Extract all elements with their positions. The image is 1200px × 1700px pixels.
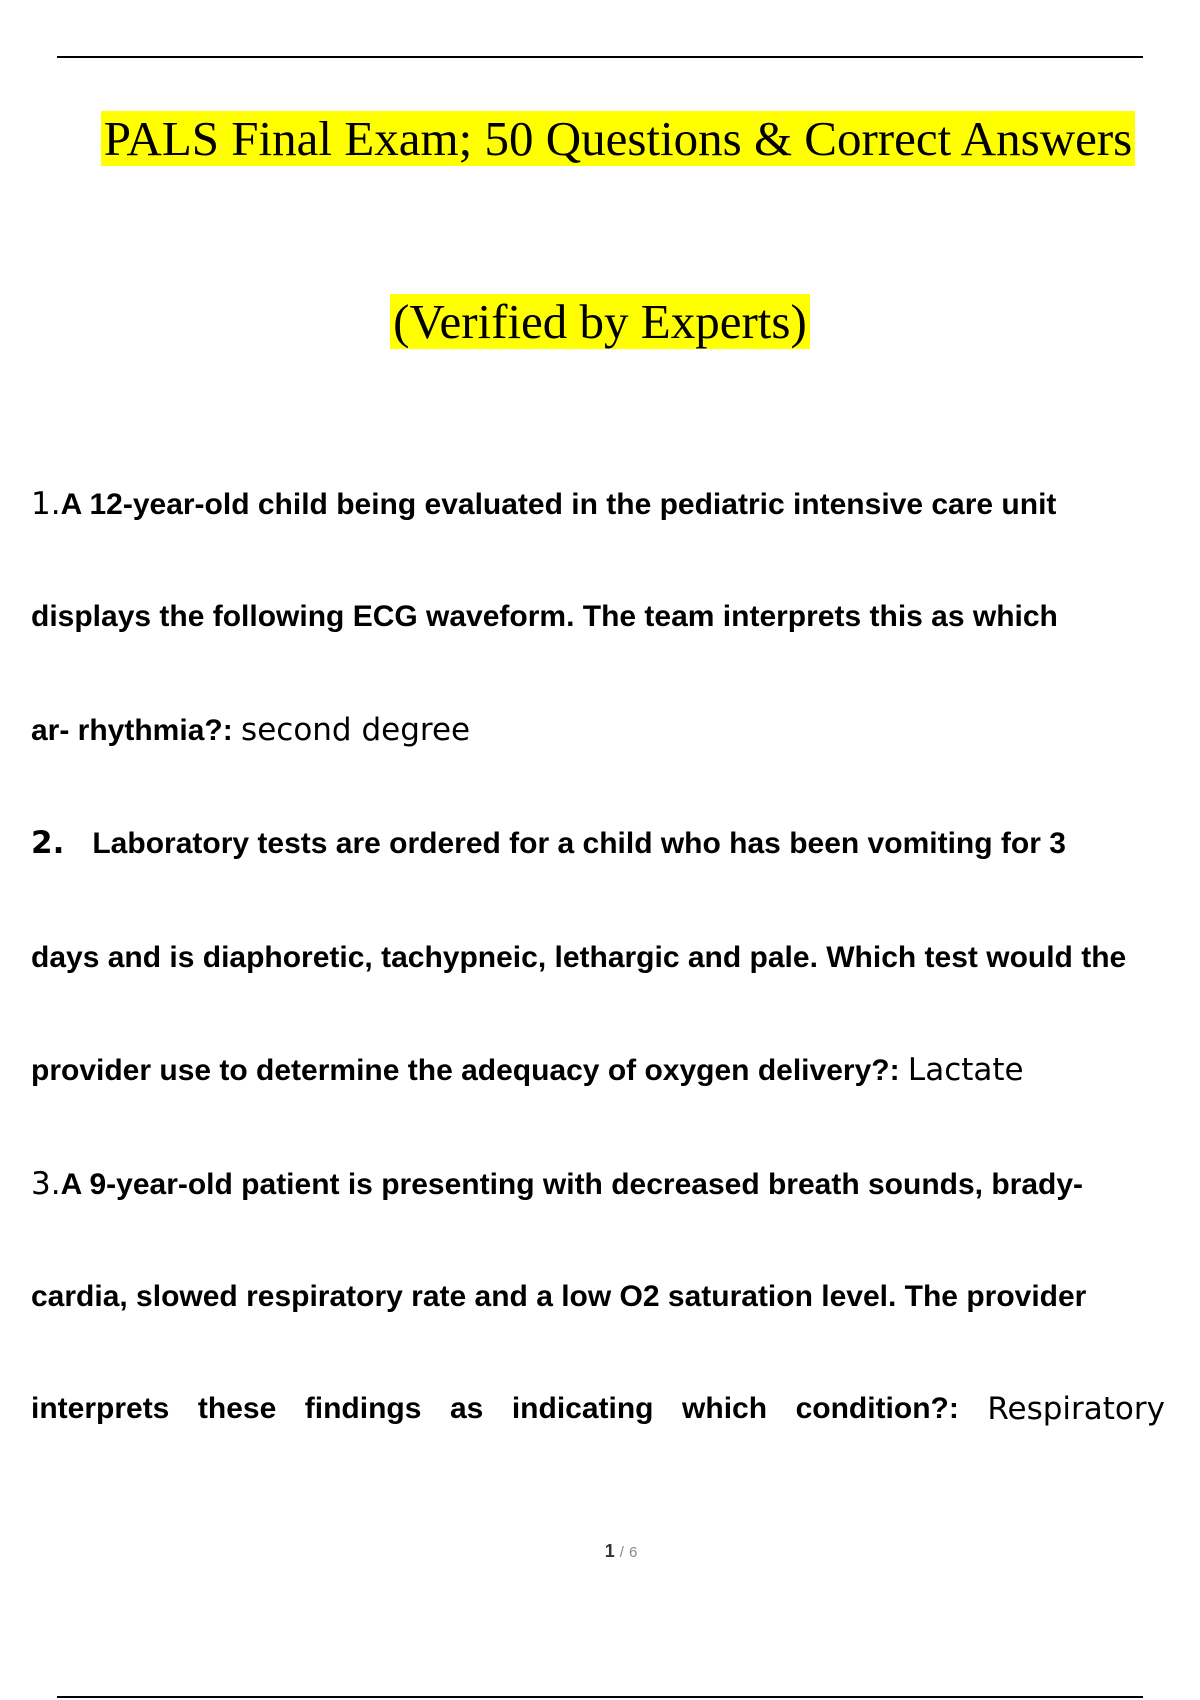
question-1-text-1: A 12-year-old child being evaluated in the pediatric intensive care unit xyxy=(60,488,1057,521)
question-3-number: 3. xyxy=(31,1166,61,1202)
question-3-word: these xyxy=(197,1392,277,1425)
question-3-line-1 xyxy=(31,1164,1083,1205)
title-highlight: PALS Final Exam; 50 Questions & Correct Answers xyxy=(101,111,1136,166)
question-2-answer: Lactate xyxy=(907,1052,1024,1088)
bottom-rule xyxy=(57,1696,1143,1698)
question-1-number: 1. xyxy=(31,486,61,522)
question-3-text-1: A 9-year-old patient is presenting with decreased breath sounds, brady- xyxy=(60,1168,1084,1201)
page-separator: / xyxy=(619,1544,624,1561)
question-2-text-3: provider use to determine the adequacy of oxygen delivery?: xyxy=(31,1054,900,1087)
page-title xyxy=(18,108,1200,170)
question-2-line-3 xyxy=(31,1050,1024,1091)
question-2-text-2: days and is diaphoretic, tachypneic, lethargic and pale. Which test would the xyxy=(31,941,1127,974)
question-3-word: interprets xyxy=(31,1392,170,1425)
question-3-answer: Respiratory xyxy=(987,1391,1165,1427)
question-2-text-1: Laboratory tests are ordered for a child who has been vomiting for 3 xyxy=(92,827,1066,860)
question-1-text-3: ar- rhythmia?: xyxy=(31,714,233,747)
top-rule xyxy=(57,56,1143,58)
question-3-text-2: cardia, slowed respiratory rate and a low O2 saturation level. The provider xyxy=(31,1280,1087,1313)
question-3-word: findings xyxy=(304,1392,422,1425)
question-1-line-2 xyxy=(31,597,1058,637)
current-page: 1 xyxy=(604,1541,615,1561)
question-3-word: which xyxy=(682,1392,768,1425)
question-3-word: condition?: xyxy=(795,1392,959,1425)
question-2-line-1 xyxy=(31,823,1066,864)
question-3-word: as xyxy=(449,1392,484,1425)
page-indicator xyxy=(0,1541,1200,1562)
question-3-line-2 xyxy=(31,1277,1086,1317)
question-2-number: 2. xyxy=(31,825,65,861)
question-2-line-2 xyxy=(31,938,1126,978)
total-pages: 6 xyxy=(628,1544,638,1561)
question-3-word: indicating xyxy=(511,1392,654,1425)
question-1-line-3 xyxy=(31,710,470,751)
page-subtitle xyxy=(0,291,1200,353)
question-3-line-3 xyxy=(31,1389,1165,1429)
question-1-answer: second degree xyxy=(241,712,471,748)
question-1-text-2: displays the following ECG waveform. The team interprets this as which xyxy=(31,600,1058,633)
subtitle-highlight: (Verified by Experts) xyxy=(390,294,810,349)
question-1-line-1 xyxy=(31,484,1056,525)
